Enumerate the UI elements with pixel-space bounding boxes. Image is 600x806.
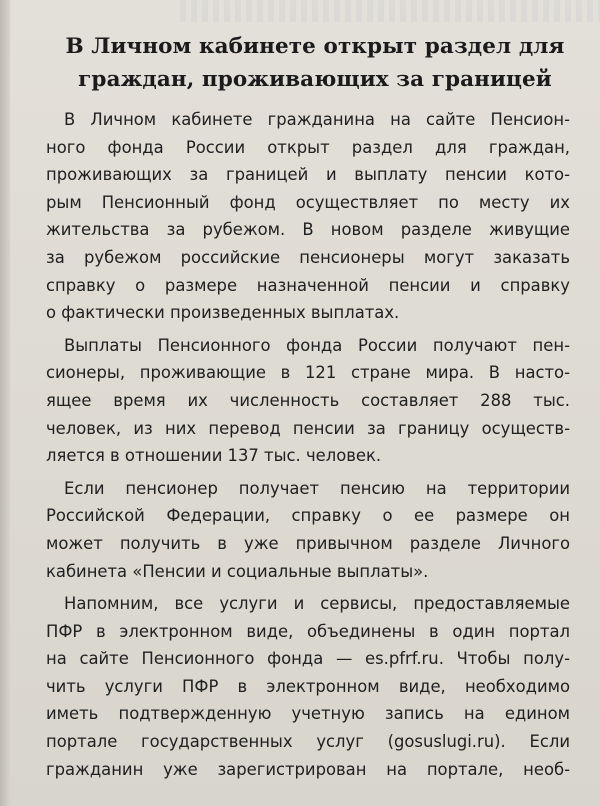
article-paragraph-4 [46,590,570,783]
text-line: иметь подтвержденную учетную запись на едином [46,704,570,724]
text-line: справку о размере назначенной пенсии и справку [46,275,570,295]
text-line: сионеры, проживающие в 121 стране мира. В насто- [46,363,570,383]
text-line: ПФР в электронном виде, объединены в один портал [46,621,570,641]
text-line: на сайте Пенсионного фонда — es.pfrf.ru. Чтобы полу- [46,649,570,669]
article-body [46,106,570,783]
text-line: ного фонда России открыт раздел для граждан, [46,137,570,157]
text-line: Если пенсионер получает пенсию на территории [64,478,570,498]
article-title [40,30,590,96]
article-title-line-1: В Личном кабинете открыт раздел для [65,34,565,59]
article-paragraph-1 [46,106,570,327]
text-line: Российской Федерации, справку о ее размере он [46,506,570,526]
text-line: проживающих за границей и выплату пенсии кото- [46,165,570,185]
page-edge-shadow [0,0,10,806]
text-line: ящее время их численность составляет 288 тыс. [46,390,570,410]
article-paragraph-3 [46,475,570,585]
text-line: человек, из них перевод пенсии за границу осуществ- [46,418,570,438]
text-line: чить услуги ПФР в электронном виде, необходимо [46,676,570,696]
text-line: рым Пенсионный фонд осуществляет по месту их [46,192,570,212]
text-line: ляется в отношении 137 тыс. человек. [46,446,382,466]
text-line: В Личном кабинете гражданина на сайте Пенсион- [64,110,570,129]
text-line: о фактически произведенных выплатах. [46,303,400,323]
text-line: портале государственных услуг (gosuslugi.ru). Если [46,732,570,752]
article-title-line-2: граждан, проживающих за границей [78,67,552,92]
text-line: кабинета «Пенсии и социальные выплаты». [46,561,429,581]
text-line: гражданин уже зарегистрирован на портале, необ- [46,759,570,779]
text-line: может получить в уже привычном разделе Личного [46,533,570,553]
text-line: Напомним, все услуги и сервисы, предоставляемые [64,594,570,614]
bleed-through-strip [180,0,600,22]
article-paragraph-2 [46,332,570,470]
text-line: за рубежом российские пенсионеры могут заказать [46,247,570,267]
text-line: жительства за рубежом. В новом разделе живущие [46,220,570,240]
text-line: Выплаты Пенсионного фонда России получают пен- [64,335,570,355]
